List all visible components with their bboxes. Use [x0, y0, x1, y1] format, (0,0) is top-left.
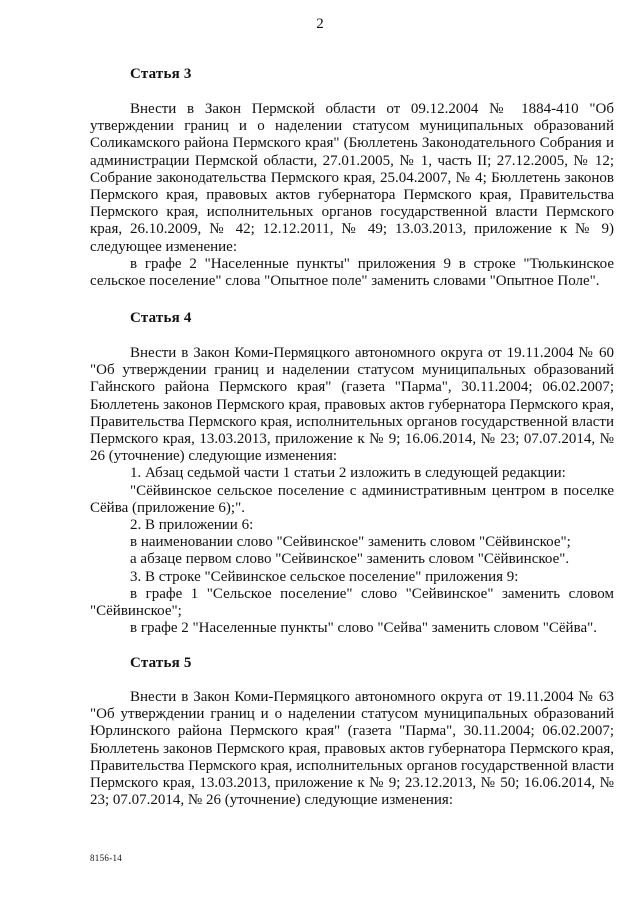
article-3-paragraph-1: Внести в Закон Пермской области от 09.12.2004 № 1884-410 "Об утверждении границ и о наделении статусом муниципальных образований Соликамского района Пермского края" (Бюллетень Законодательного Собрания и администрации Пермской области, 27.01.2005, № 1, часть II; 27.12.2005, № 12; Собрание законодательства Пермского края, 25.04.2007, № 4; Бюллетень законов Пермского края, правовых актов губернатора Пермского края, Правительства Пермского края, исполнительных органов государственной власти Пермского края, 26.10.2009, № 42; 12.12.2011, № 49; 13.03.2013, приложение к № 9) следующее изменение: [90, 101, 614, 255]
article-4-paragraph-8: в графе 1 "Сельское поселение" слово "Сейвинское" заменить словом "Сёйвинское"; [90, 585, 614, 620]
article-5-paragraph-1: Внести в Закон Коми-Пермяцкого автономного округа от 19.11.2004 № 63 "Об утверждении границ и о наделении статусом муниципальных образований Юрлинского района Пермского края" (газета "Парма", 30.11.2004; 06.02.2007; Бюллетень законов Пермского края, правовых актов губернатора Пермского края, Правительства Пермского края, исполнительных органов государственной власти Пермского края, 13.03.2013, приложение к № 9; 23.12.2013, № 50; 16.06.2014, № 23; 07.07.2014, № 26 (уточнение) следующие изменения: [90, 689, 614, 809]
article-4-paragraph-1: Внести в Закон Коми-Пермяцкого автономного округа от 19.11.2004 № 60 "Об утверждении границ и наделении статусом муниципальных образований Гайнского района Пермского края" (газета "Парма", 30.11.2004; 06.02.2007; Бюллетень законов Пермского края, правовых актов губернатора Пермского края, Правительства Пермского края, исполнительных органов государственной власти Пермского края, 13.03.2013, приложение к № 9; 16.06.2014, № 23; 07.07.2014, № 26 (уточнение) следующие изменения: [90, 345, 614, 465]
article-4-paragraph-7: 3. В строке "Сейвинское сельское поселение" приложения 9: [130, 568, 519, 585]
page-number: 2 [316, 16, 324, 32]
article-4-paragraph-5: в наименовании слово "Сейвинское" заменить словом "Сёйвинское"; [130, 534, 571, 551]
document-code: 8156-14 [90, 853, 123, 863]
article-3-paragraph-2: в графе 2 "Населенные пункты" приложения 9 в строке "Тюлькинское сельское поселение" слова "Опытное поле" заменить словами "Опытное Поле". [90, 255, 614, 290]
article-4-paragraph-2: 1. Абзац седьмой части 1 статьи 2 изложить в следующей редакции: [130, 465, 566, 482]
article-3-heading: Статья 3 [130, 66, 192, 82]
article-3-body [90, 101, 614, 290]
article-4-heading: Статья 4 [130, 310, 192, 326]
article-5-body [90, 689, 614, 809]
article-4-paragraph-3: "Сёйвинское сельское поселение с административным центром в поселке Сёйва (приложение 6);". [90, 482, 614, 516]
article-4-body [90, 345, 614, 637]
article-4-paragraph-6: а абзаце первом слово "Сейвинское" заменить словом "Сёйвинское". [130, 551, 570, 568]
article-4-paragraph-4: 2. В приложении 6: [130, 517, 254, 534]
article-4-paragraph-9: в графе 2 "Населенные пункты" слово "Сейва" заменить словом "Сёйва". [130, 620, 597, 637]
article-5-heading: Статья 5 [130, 655, 192, 671]
